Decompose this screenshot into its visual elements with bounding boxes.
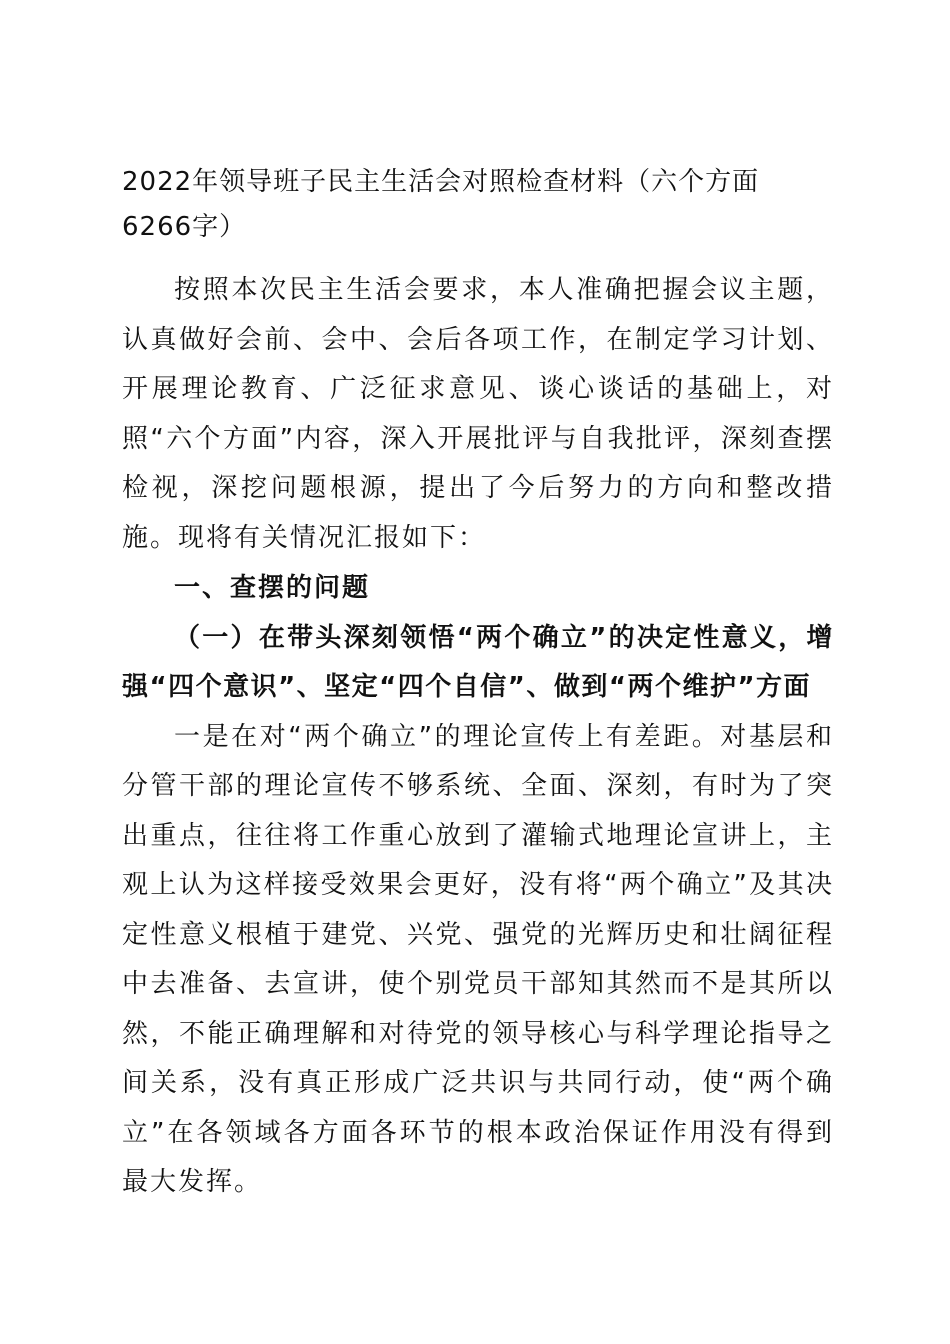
document-title: 2022年领导班子民主生活会对照检查材料（六个方面 6266字） [122,167,760,242]
body-paragraph: 一是在对“两个确立”的理论宣传上有差距。对基层和分管干部的理论宣传不够系统、全面、深刻，有时为了突出重点，往往将工作重心放到了灌输式地理论宣讲上，主观上认为这样接受效果会更好，没有将“两个确立”及其决定性意义根植于建党、兴党、强党的光辉历史和壮阔征程中去准备、去宣讲，使个别党员干部知其然而不是其所以然，不能正确理解和对待党的领导核心与科学理论指导之间关系，没有真正形成广泛共识与共同行动，使“两个确立”在各领域各方面各环节的根本政治保证作用没有得到最大发挥。 [122,721,834,1197]
document-body [122,160,834,1208]
intro-paragraph: 按照本次民主生活会要求，本人准确把握会议主题，认真做好会前、会中、会后各项工作，在制定学习计划、开展理论教育、广泛征求意见、谈心谈话的基础上，对照“六个方面”内容，深入开展批评与自我批评，深刻查摆检视，深挖问题根源，提出了今后努力的方向和整改措施。现将有关情况汇报如下： [122,275,834,553]
section-heading: 一、查摆的问题 [174,573,371,603]
subsection-heading: （一）在带头深刻领悟“两个确立”的决定性意义，增强“四个意识”、坚定“四个自信”、做到“两个维护”方面 [122,622,834,702]
